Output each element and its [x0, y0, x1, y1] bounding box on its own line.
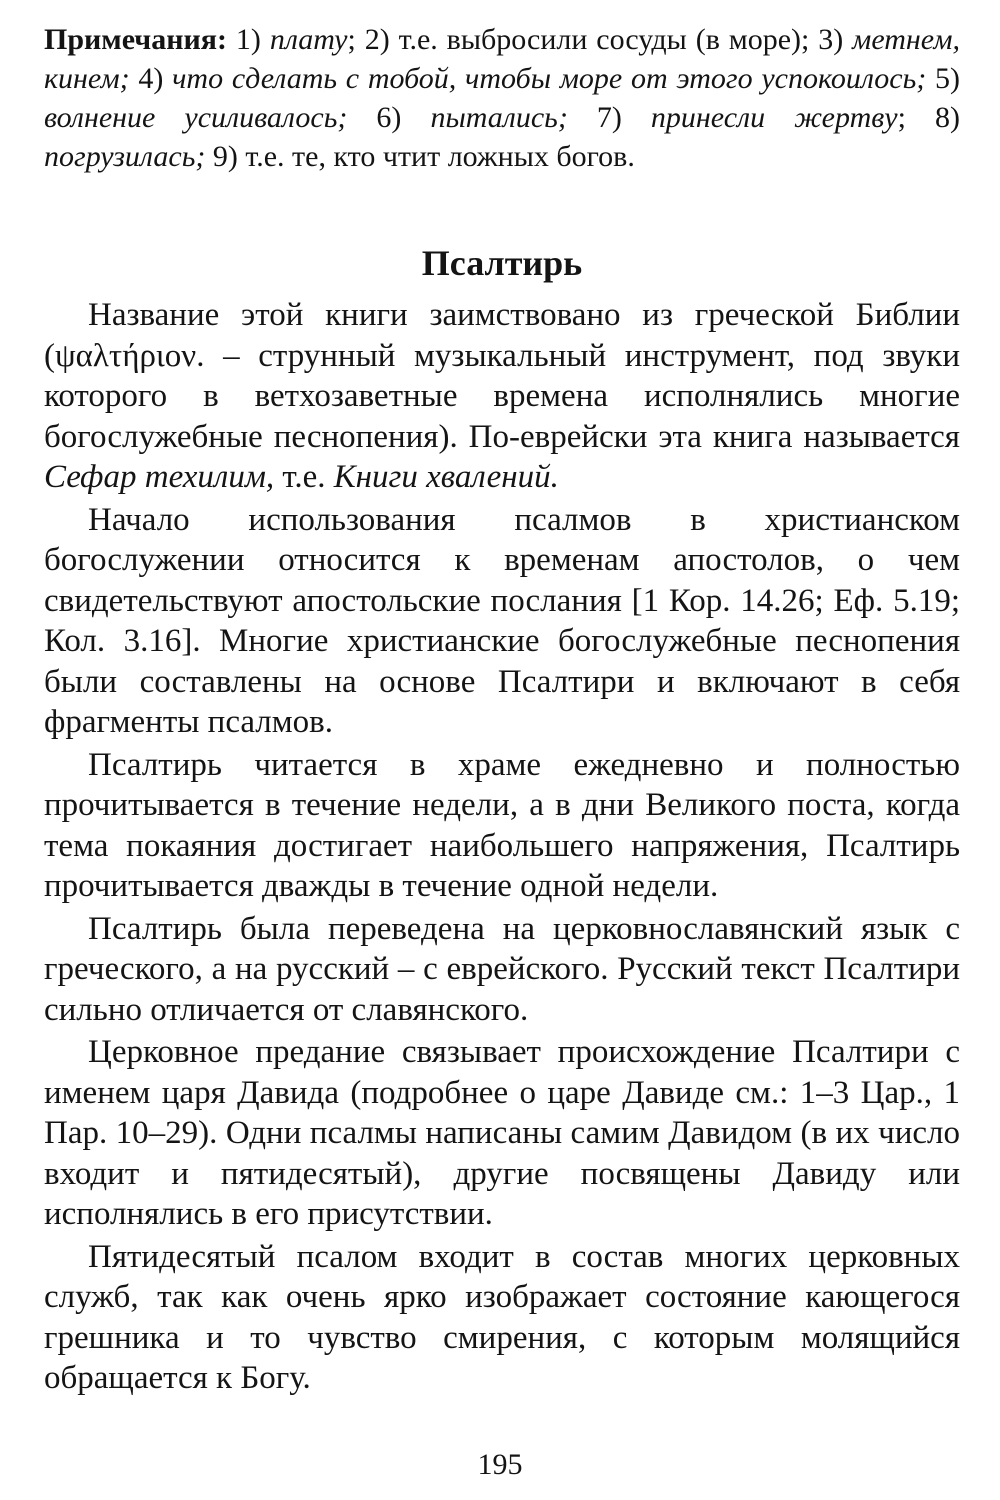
note-text-5: волнение усиливалось;	[44, 101, 348, 134]
paragraph-5: Церковное предание связывает происхождение Псалтири с именем царя Давида (подробнее о царе Давиде см.: 1–3 Цар., 1 Пар. 10–29). Одни псалмы написаны самим Давидом (в их число входит и пятидесятый), другие посвящены Давиду или исполнялись в его присутствии.	[44, 1034, 960, 1232]
note-num-5: 5)	[935, 62, 961, 95]
note-text-6: пытались;	[430, 101, 568, 134]
note-text-2: т.е. выбросили сосуды (в море)	[398, 23, 802, 56]
paragraph-3: Псалтирь читается в храме ежедневно и полностью прочитывается в течение недели, а в дни Великого поста, когда тема покаяния достигает наибольшего напряжения, Псалтирь прочитывается дважды в течение одной недели.	[44, 746, 960, 904]
note-num-1: 1)	[235, 23, 261, 56]
note-text-7: принесли жертву	[650, 101, 898, 134]
paragraph-4: Псалтирь была переведена на церковнославянский язык с греческого, а на русский – с еврейского. Русский текст Псалтири сильно отличается от славянского.	[44, 910, 960, 1028]
note-num-4: 4)	[138, 62, 164, 95]
paragraph-6: Пятидесятый псалом входит в состав многих церковных служб, так как очень ярко изображает состояние кающегося грешника и то чувство смирения, с которым молящийся обращается к Богу.	[44, 1238, 960, 1396]
note-text-4: что сделать с тобой, чтобы море от этого успокоилось;	[172, 62, 927, 95]
note-num-6: 6)	[376, 101, 402, 134]
note-text-9: т.е. те, кто чтит ложных богов.	[245, 140, 635, 173]
notes-label: Примечания:	[44, 23, 228, 56]
note-text-8: погрузилась;	[44, 140, 206, 173]
paragraph-1-hebrew-title: Сефар техилим,	[44, 459, 275, 495]
paragraph-1-title-translation: Книги хвалений.	[333, 459, 559, 495]
note-num-3: 3)	[818, 23, 844, 56]
paragraph-2: Начало использования псалмов в христианском богослужении относится к временам апостолов, о чем свидетельствуют апостольские послания [1 Кор. 14.26; Еф. 5.19; Кол. 3.16]. Многие христианские богослужебные песнопения были составлены на основе Псалтири и включают в себя фрагменты псалмов.	[44, 501, 960, 740]
note-num-2: 2)	[364, 23, 390, 56]
paragraph-1-text-a: Название этой книги заимствовано из греческой Библии (ψαλτήριον. – струнный музыкальный инструмент, под звуки которого в ветхозаветные времена исполнялись многие богослужебные песнопения). По-еврейски эта книга называется	[44, 297, 960, 455]
note-num-9: 9)	[212, 140, 238, 173]
page-number: 195	[477, 1448, 523, 1481]
notes-block	[44, 20, 960, 176]
note-sep-2: ;	[801, 23, 810, 56]
page-content	[44, 20, 960, 1399]
note-text-3: метнем, кинем;	[44, 23, 960, 95]
paragraph-1-text-b: т.е.	[274, 459, 334, 495]
note-text-1: плату	[269, 23, 348, 56]
note-num-7: 7)	[596, 101, 622, 134]
paragraph-1	[44, 295, 960, 498]
section-heading: Псалтирь	[421, 243, 583, 283]
note-num-8: 8)	[935, 101, 960, 134]
note-sep-7: ;	[897, 101, 906, 134]
note-sep-1: ;	[347, 23, 356, 56]
